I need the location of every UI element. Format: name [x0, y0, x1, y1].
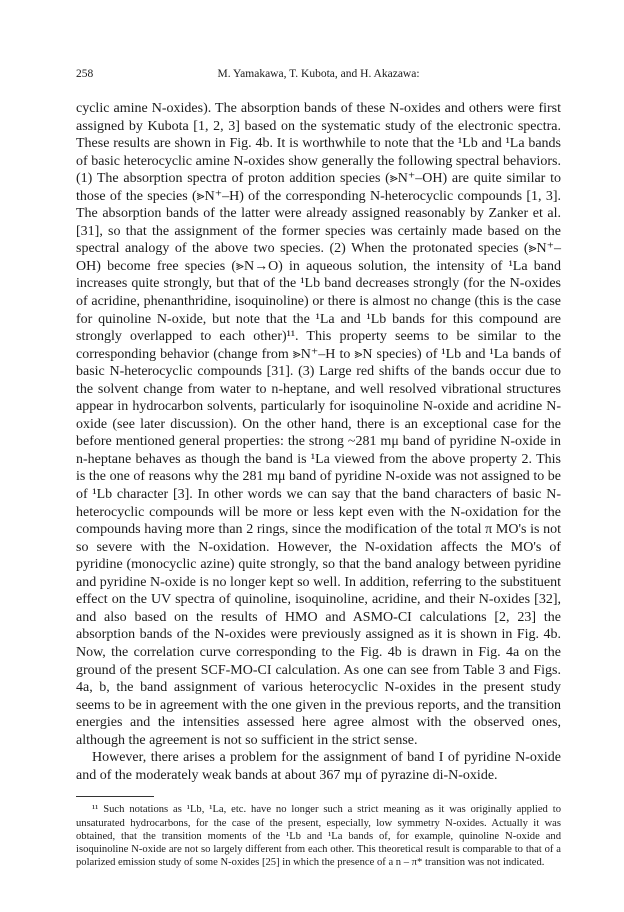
- page-number: 258: [76, 68, 94, 80]
- paragraph: However, there arises a problem for the assignment of band I of pyridine N-oxide and of the moderately weak bands at about 367 mμ of pyrazine di-N-oxide.: [76, 750, 561, 783]
- footnote: ¹¹ Such notations as ¹Lb, ¹La, etc. have no longer such a strict meaning as it was originally applied to unsaturated hydrocarbons, for the case of the present, especially, low symmetry N-oxides. Actually it was obtained, that the transition moments of the ¹Lb and ¹La bands of, for example, quinoline N-oxide and isoquinoline N-oxide are not so largely different from each other. This theoretical result is comparable to that of a polarized emission study of some N-oxides [25] in which the presence of a n – π* transition was not indicated.: [76, 804, 561, 869]
- body-text: [76, 100, 561, 784]
- running-head: M. Yamakawa, T. Kubota, and H. Akazawa:: [217, 68, 420, 80]
- page: [76, 68, 561, 869]
- paragraph: cyclic amine N-oxides). The absorption bands of these N-oxides and others were first assigned by Kubota [1, 2, 3] based on the systematic study of the electronic spectra. These results are shown in Fig. 4b. It is worthwhile to note that the ¹Lb and ¹La bands of basic heterocyclic amine N-oxides show generally the following spectral behaviors. (1) The absorption spectra of proton addition species (⪢N⁺–OH) are quite similar to those of the species (⪢N⁺–H) of the corresponding N-heterocyclic compounds [1, 3]. The absorption bands of the latter were already assigned reasonably by Zanker et al. [31], so that the assignment of the former species was certainly made based on the spectral analogy of the above two species. (2) When the protonated species (⪢N⁺–OH) become free species (⪢N→O) in aqueous solution, the intensity of ¹La band increases quite strongly, but that of the ¹Lb band decreases strongly (for the N-oxides of acridine, phenanthridine, isoquinoline) or there is almost no change (this is the case for quinoline N-oxide, but note that the ¹La and ¹Lb bands for this compound are strongly overlapped to each other)¹¹. This property seems to be similar to the corresponding behavior (change from ⪢N⁺–H to ⪢N species) of ¹Lb and ¹La bands of basic N-heterocyclic compounds [31]. (3) Large red shifts of the bands occur due to the solvent change from water to n-heptane, and well resolved vibrational structures appear in hydrocarbon solvents, particularly for isoquinoline N-oxide and acridine N-oxide (see later discussion). On the other hand, there is an exceptional case for the before mentioned general properties: the strong ~281 mμ band of pyridine N-oxide in n-heptane behaves as though the band is ¹La viewed from the above property 2. This is the one of reasons why the 281 mμ band of pyridine N-oxide was not assigned to be of ¹Lb character [3]. In other words we can say that the band characters of basic N-heterocyclic compounds will be more or less kept even with the N-oxidation for the compounds having more than 2 rings, since the modification of the total π MO's is not so severe with the N-oxidation. However, the N-oxidation affects the MO's of pyridine (monocyclic azine) quite strongly, so that the band analogy between pyridine and pyridine N-oxide is no longer kept so well. In addition, referring to the substituent effect on the UV spectra of quinoline, isoquinoline, acridine, and their N-oxides [32], and also based on the results of HMO and ASMO-CI calculations [2, 23] the absorption bands of the N-oxides were previously assigned as it is shown in Fig. 4b. Now, the correlation curve corresponding to the Fig. 4b is drawn in Fig. 4a on the ground of the present SCF-MO-CI calculation. As one can see from Table 3 and Figs. 4a, b, the band assignment of various heterocyclic N-oxides in the present study seems to be in agreement with the one given in the previous reports, and the transition energies and the intensities assessed here agree almost with the observed ones, although the agreement is not so sufficient in the strict sense.: [76, 101, 561, 748]
- page-header: [76, 68, 561, 86]
- footnote-rule: [76, 796, 154, 797]
